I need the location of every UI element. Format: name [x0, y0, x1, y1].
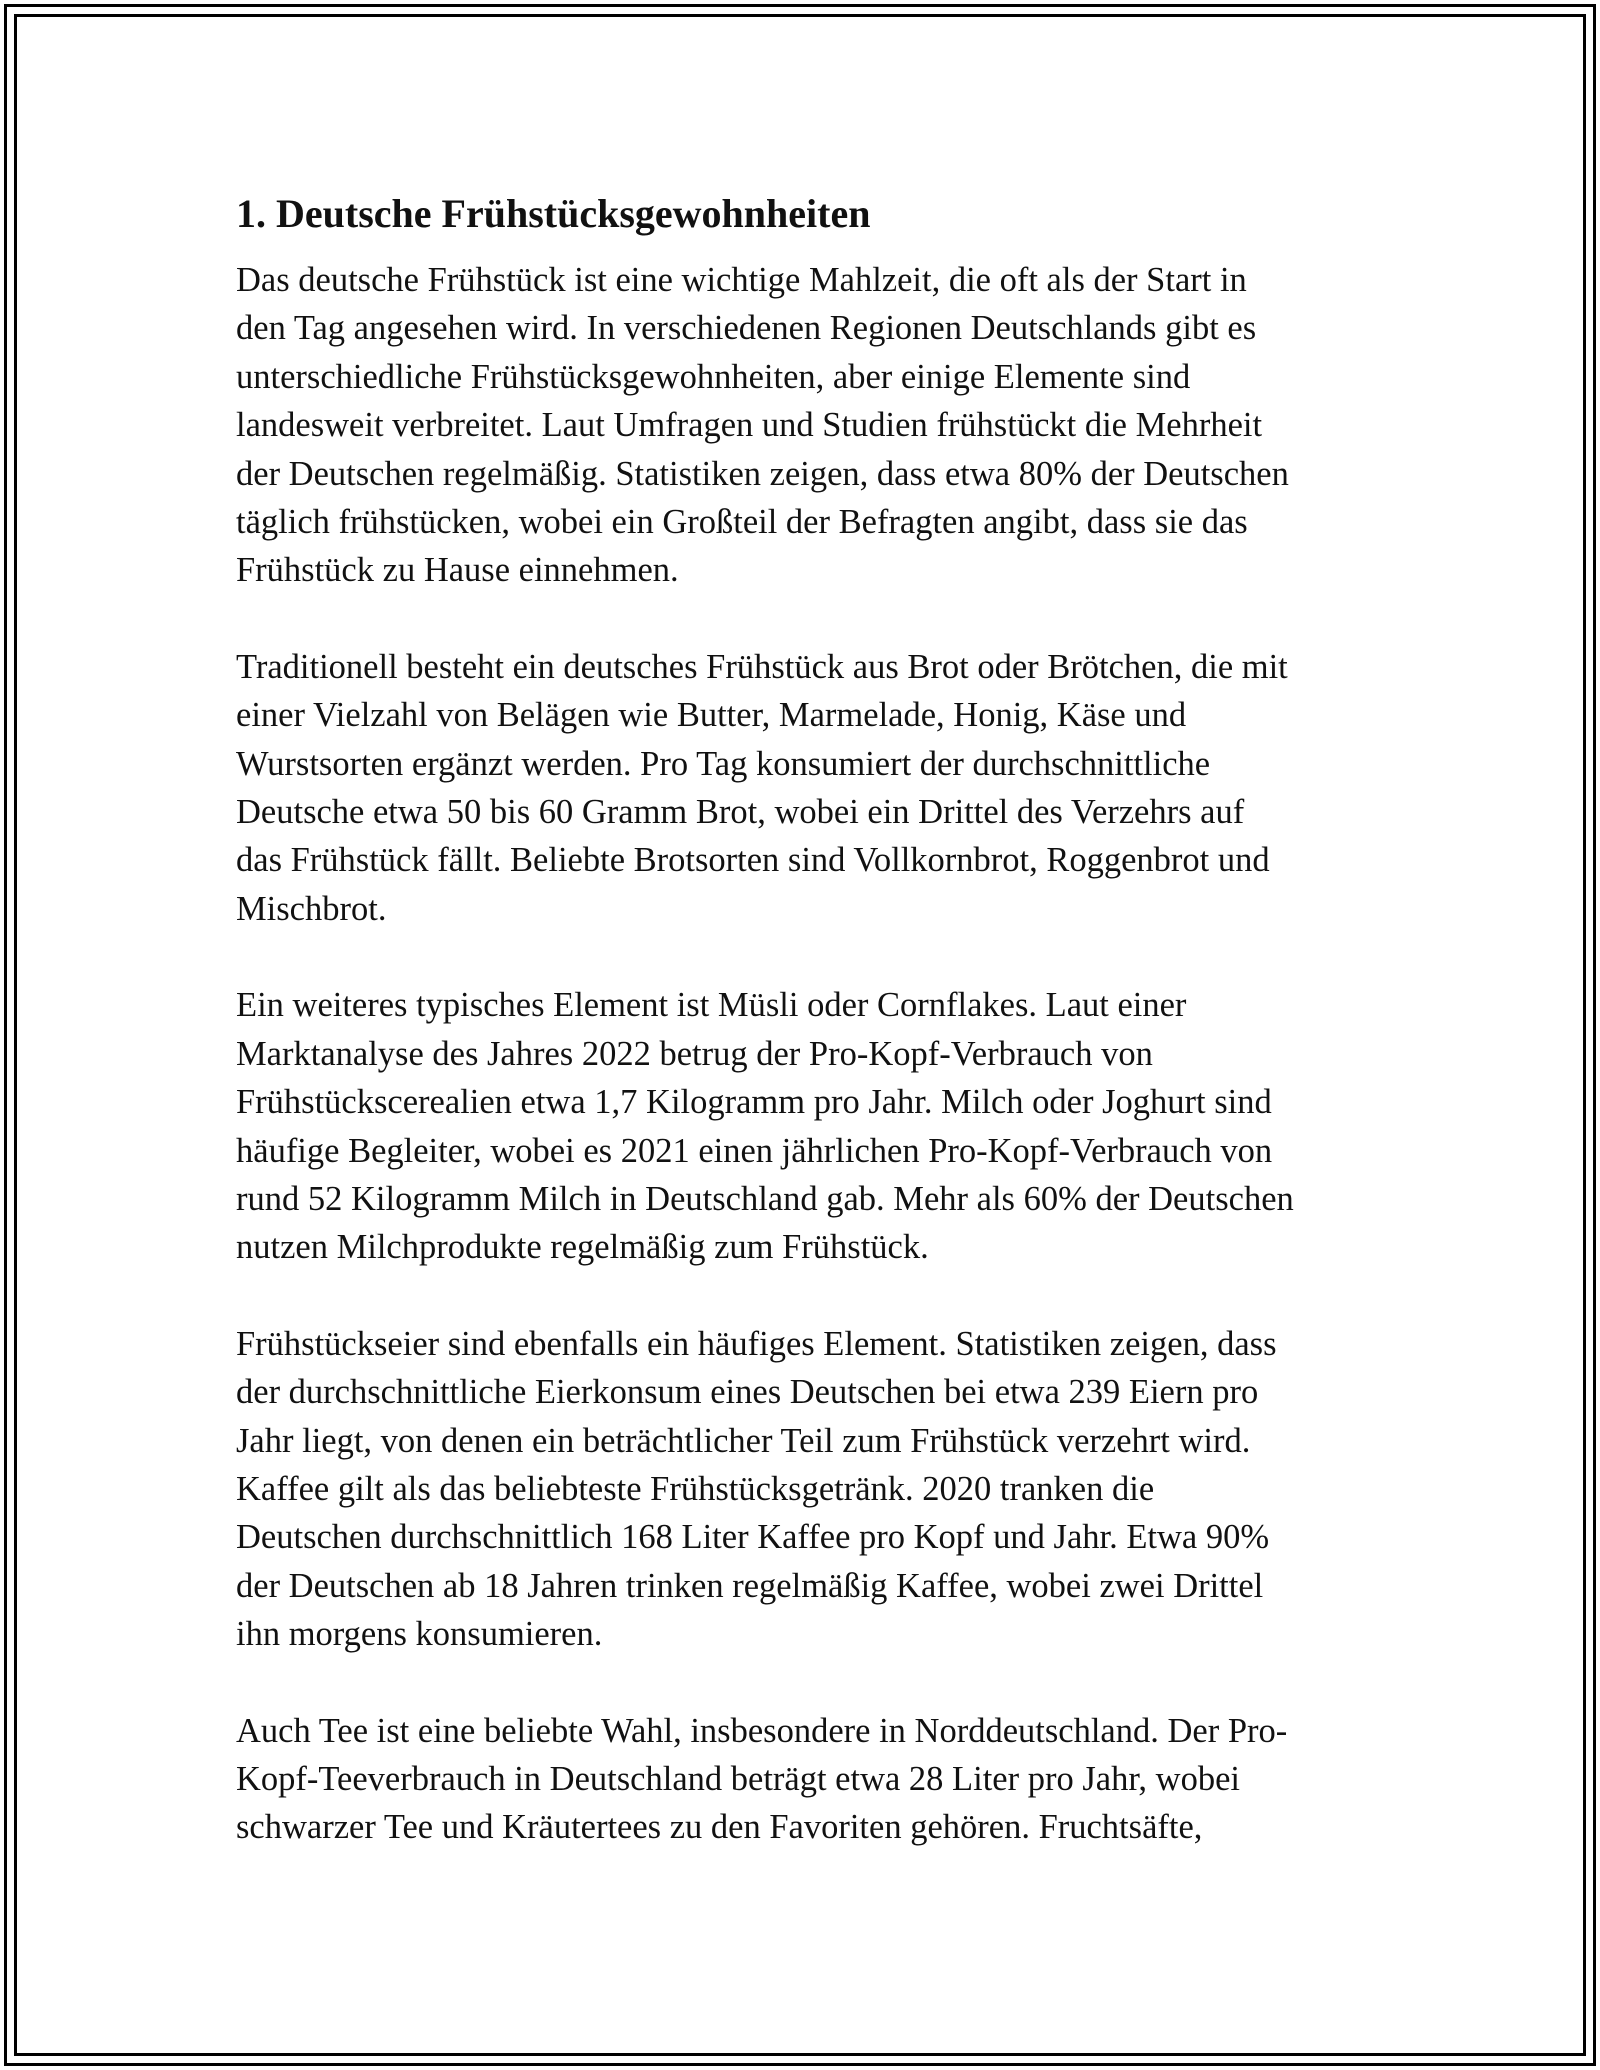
document-body	[236, 188, 1376, 1900]
paragraph-tea: Auch Tee ist eine beliebte Wahl, insbesondere in Norddeutschland. Der Pro- Kopf-Teeverbrauch in Deutschland beträgt etwa 28 Liter pro Jahr, wobei schwarzer Tee und Kräutertees zu den Favoriten gehören. Fruchtsäfte,	[236, 1711, 1288, 1847]
section-heading: 1. Deutsche Frühstücksgewohnheiten	[236, 191, 871, 236]
paragraph-eggs-coffee: Frühstückseier sind ebenfalls ein häufiges Element. Statistiken zeigen, dass der durchschnittliche Eierkonsum eines Deutschen bei etwa 239 Eiern pro Jahr liegt, von denen ein beträchtlicher Teil zum Frühstück verzehrt wird. Kaffee gilt als das beliebteste Frühstücksgetränk. 2020 tranken die Deutschen durchschnittlich 168 Liter Kaffee pro Kopf und Jahr. Etwa 90% der Deutschen ab 18 Jahren trinken regelmäßig Kaffee, wobei zwei Drittel ihn morgens konsumieren.	[236, 1324, 1277, 1654]
paragraph-breakfast-overview: Das deutsche Frühstück ist eine wichtige Mahlzeit, die oft als der Start in den Tag angesehen wird. In verschiedenen Regionen Deutschlands gibt es unterschiedliche Frühstücksgewohnheiten, aber einige Elemente sind landesweit verbreitet. Laut Umfragen und Studien frühstückt die Mehrheit der Deutschen regelmäßig. Statistiken zeigen, dass etwa 80% der Deutschen täglich frühstücken, wobei ein Großteil der Befragten angibt, dass sie das Frühstück zu Hause einnehmen.	[236, 261, 1289, 590]
paragraph-bread: Traditionell besteht ein deutsches Frühstück aus Brot oder Brötchen, die mit einer Vielzahl von Belägen wie Butter, Marmelade, Honig, Käse und Wurstsorten ergänzt werden. Pro Tag konsumiert der durchschnittliche Deutsche etwa 50 bis 60 Gramm Brot, wobei ein Drittel des Verzehrs auf das Frühstück fällt. Beliebte Brotsorten sind Vollkornbrot, Roggenbrot und Mischbrot.	[236, 647, 1288, 928]
paragraph-cereal-milk: Ein weiteres typisches Element ist Müsli oder Cornflakes. Laut einer Marktanalyse des Jahres 2022 betrug der Pro-Kopf-Verbrauch von Frühstückscerealien etwa 1,7 Kilogramm pro Jahr. Milch oder Joghurt sind häufige Begleiter, wobei es 2021 einen jährlichen Pro-Kopf-Verbrauch von rund 52 Kilogramm Milch in Deutschland gab. Mehr als 60% der Deutschen nutzen Milchprodukte regelmäßig zum Frühstück.	[236, 986, 1294, 1267]
